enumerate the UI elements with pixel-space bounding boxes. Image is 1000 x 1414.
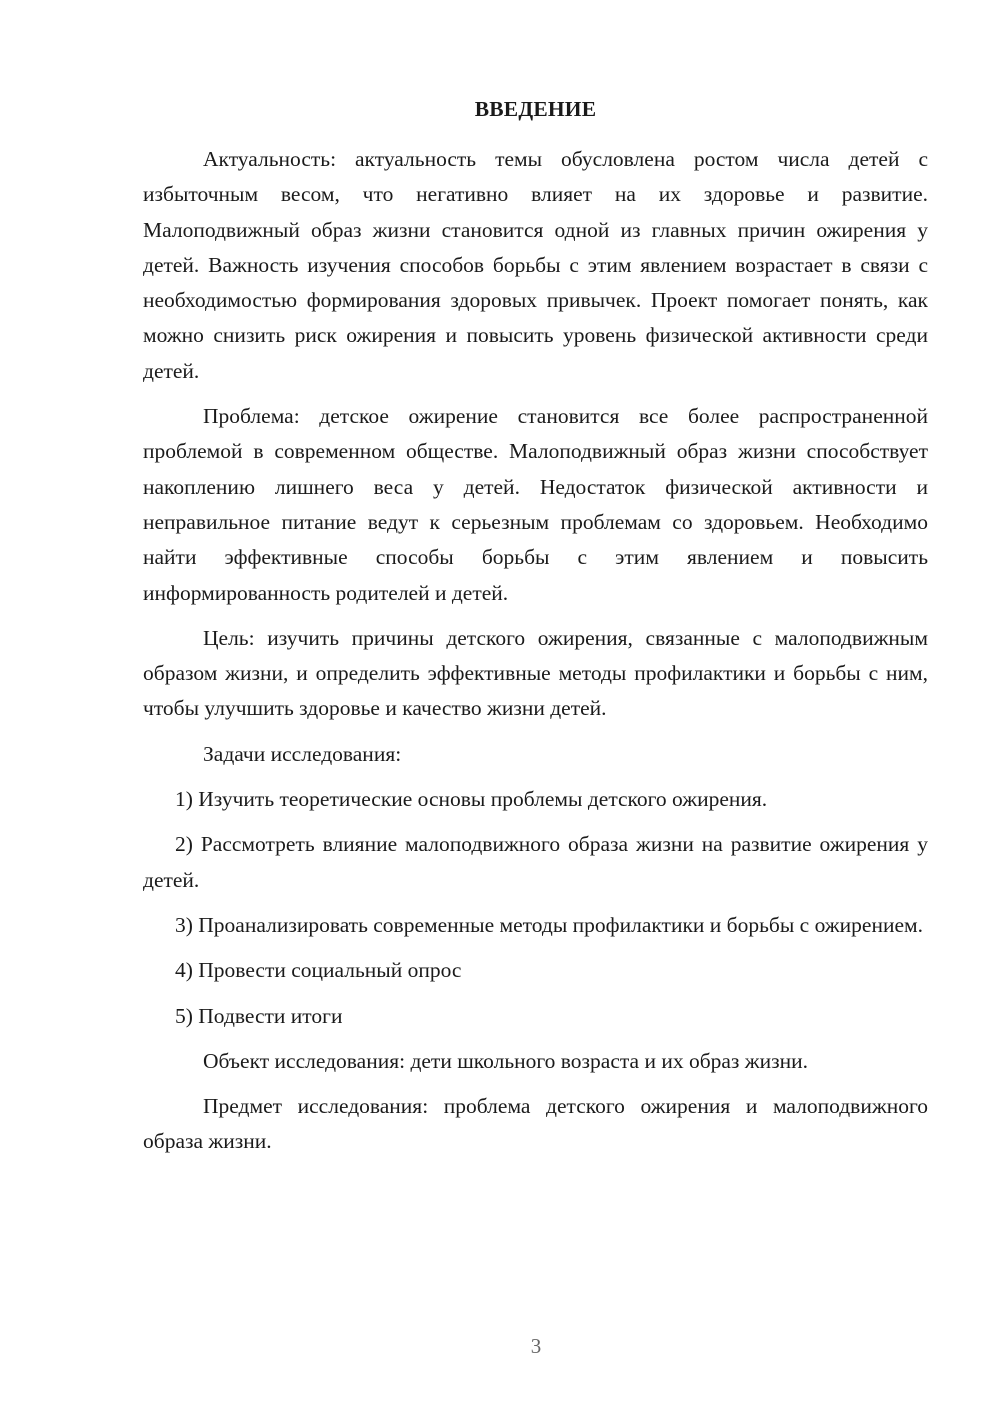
paragraph-relevance: Актуальность: актуальность темы обусловлена ростом числа детей с избыточным весом, что негативно влияет на их здоровье и развитие. Малоподвижный образ жизни становится одной из главных причин ожирения у детей. Важность изучения способов борьбы с этим явлением возрастает в связи с необходимостью формирования здоровых привычек. Проект помогает понять, как можно снизить риск ожирения и повысить уровень физической активности среди детей. [143,147,928,383]
tasks-heading: Задачи исследования: [203,741,402,766]
paragraph-subject: Предмет исследования: проблема детского ожирения и малоподвижного образа жизни. [143,1094,928,1154]
paragraph-object: Объект исследования: дети школьного возраста и их образ жизни. [203,1048,809,1073]
task-item: 3) Проанализировать современные методы профилактики и борьбы с ожирением. [175,912,923,937]
document-body [143,142,928,1170]
task-item: 2) Рассмотреть влияние малоподвижного образа жизни на развитие ожирения у детей. [143,832,928,892]
task-item: 4) Провести социальный опрос [175,958,462,983]
task-item: 5) Подвести итоги [175,1003,343,1028]
section-title: ВВЕДЕНИЕ [474,97,597,121]
task-item: 1) Изучить теоретические основы проблемы детского ожирения. [175,787,768,812]
paragraph-problem: Проблема: детское ожирение становится все более распространенной проблемой в современном обществе. Малоподвижный образ жизни способствует накоплению лишнего веса у детей. Недостаток физической активности и неправильное питание ведут к серьезным проблемам со здоровьем. Необходимо найти эффективные способы борьбы с этим явлением и повысить информированность родителей и детей. [143,404,928,605]
page-number: 3 [530,1334,542,1358]
paragraph-goal: Цель: изучить причины детского ожирения, связанные с малоподвижным образом жизни, и определить эффективные методы профилактики и борьбы с ним, чтобы улучшить здоровье и качество жизни детей. [143,625,928,721]
